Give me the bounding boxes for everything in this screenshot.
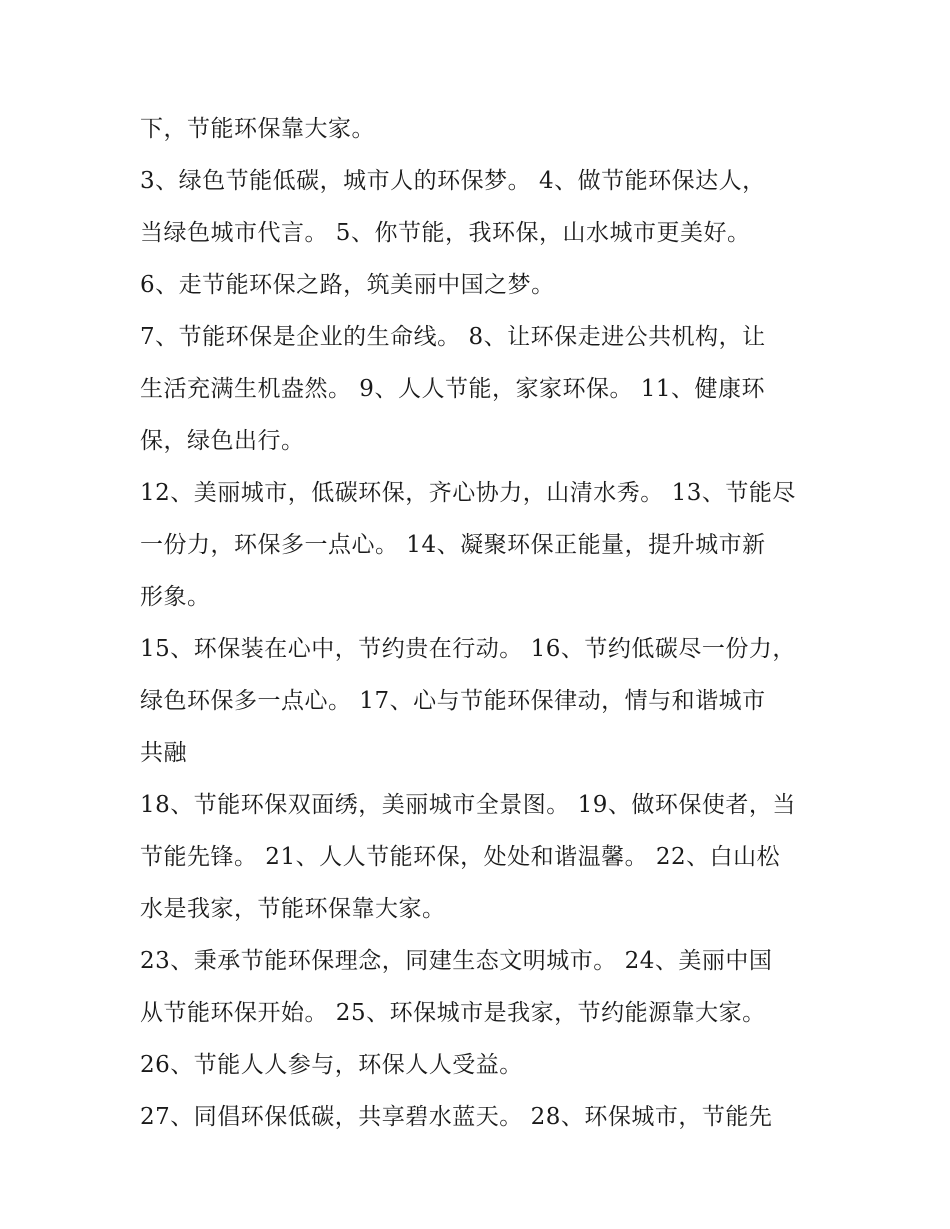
text-line: 保，绿色出行。 bbox=[140, 428, 305, 454]
text-line: 6、走节能环保之路，筑美丽中国之梦。 bbox=[140, 272, 555, 298]
text-line: 绿色环保多一点心。 17、心与节能环保律动，情与和谐城市 bbox=[140, 688, 766, 714]
text-line: 生活充满生机盎然。 9、人人节能，家家环保。 11、健康环 bbox=[140, 376, 766, 402]
text-line: 当绿色城市代言。 5、你节能，我环保，山水城市更美好。 bbox=[140, 220, 751, 246]
text-line: 共融 bbox=[140, 740, 187, 766]
text-line: 从节能环保开始。 25、环保城市是我家，节约能源靠大家。 bbox=[140, 1000, 766, 1026]
text-line: 形象。 bbox=[140, 584, 211, 610]
text-line: 23、秉承节能环保理念，同建生态文明城市。 24、美丽中国 bbox=[140, 948, 773, 974]
text-line: 一份力，环保多一点心。 14、凝聚环保正能量，提升城市新 bbox=[140, 532, 766, 558]
text-line: 节能先锋。 21、人人节能环保，处处和谐温馨。 22、白山松 bbox=[140, 844, 781, 870]
text-line: 27、同倡环保低碳，共享碧水蓝天。 28、环保城市，节能先 bbox=[140, 1104, 773, 1130]
text-line: 12、美丽城市，低碳环保，齐心协力，山清水秀。 13、节能尽 bbox=[140, 480, 796, 506]
text-line: 水是我家，节能环保靠大家。 bbox=[140, 896, 446, 922]
document-body bbox=[140, 106, 830, 1146]
text-line: 3、绿色节能低碳，城市人的环保梦。 4、做节能环保达人， bbox=[140, 168, 766, 194]
text-line: 7、节能环保是企业的生命线。 8、让环保走进公共机构，让 bbox=[140, 324, 766, 350]
text-line: 15、环保装在心中，节约贵在行动。 16、节约低碳尽一份力， bbox=[140, 636, 796, 662]
text-line: 26、节能人人参与，环保人人受益。 bbox=[140, 1052, 523, 1078]
text-line: 下，节能环保靠大家。 bbox=[140, 116, 375, 142]
text-line: 18、节能环保双面绣，美丽城市全景图。 19、做环保使者，当 bbox=[140, 792, 796, 818]
